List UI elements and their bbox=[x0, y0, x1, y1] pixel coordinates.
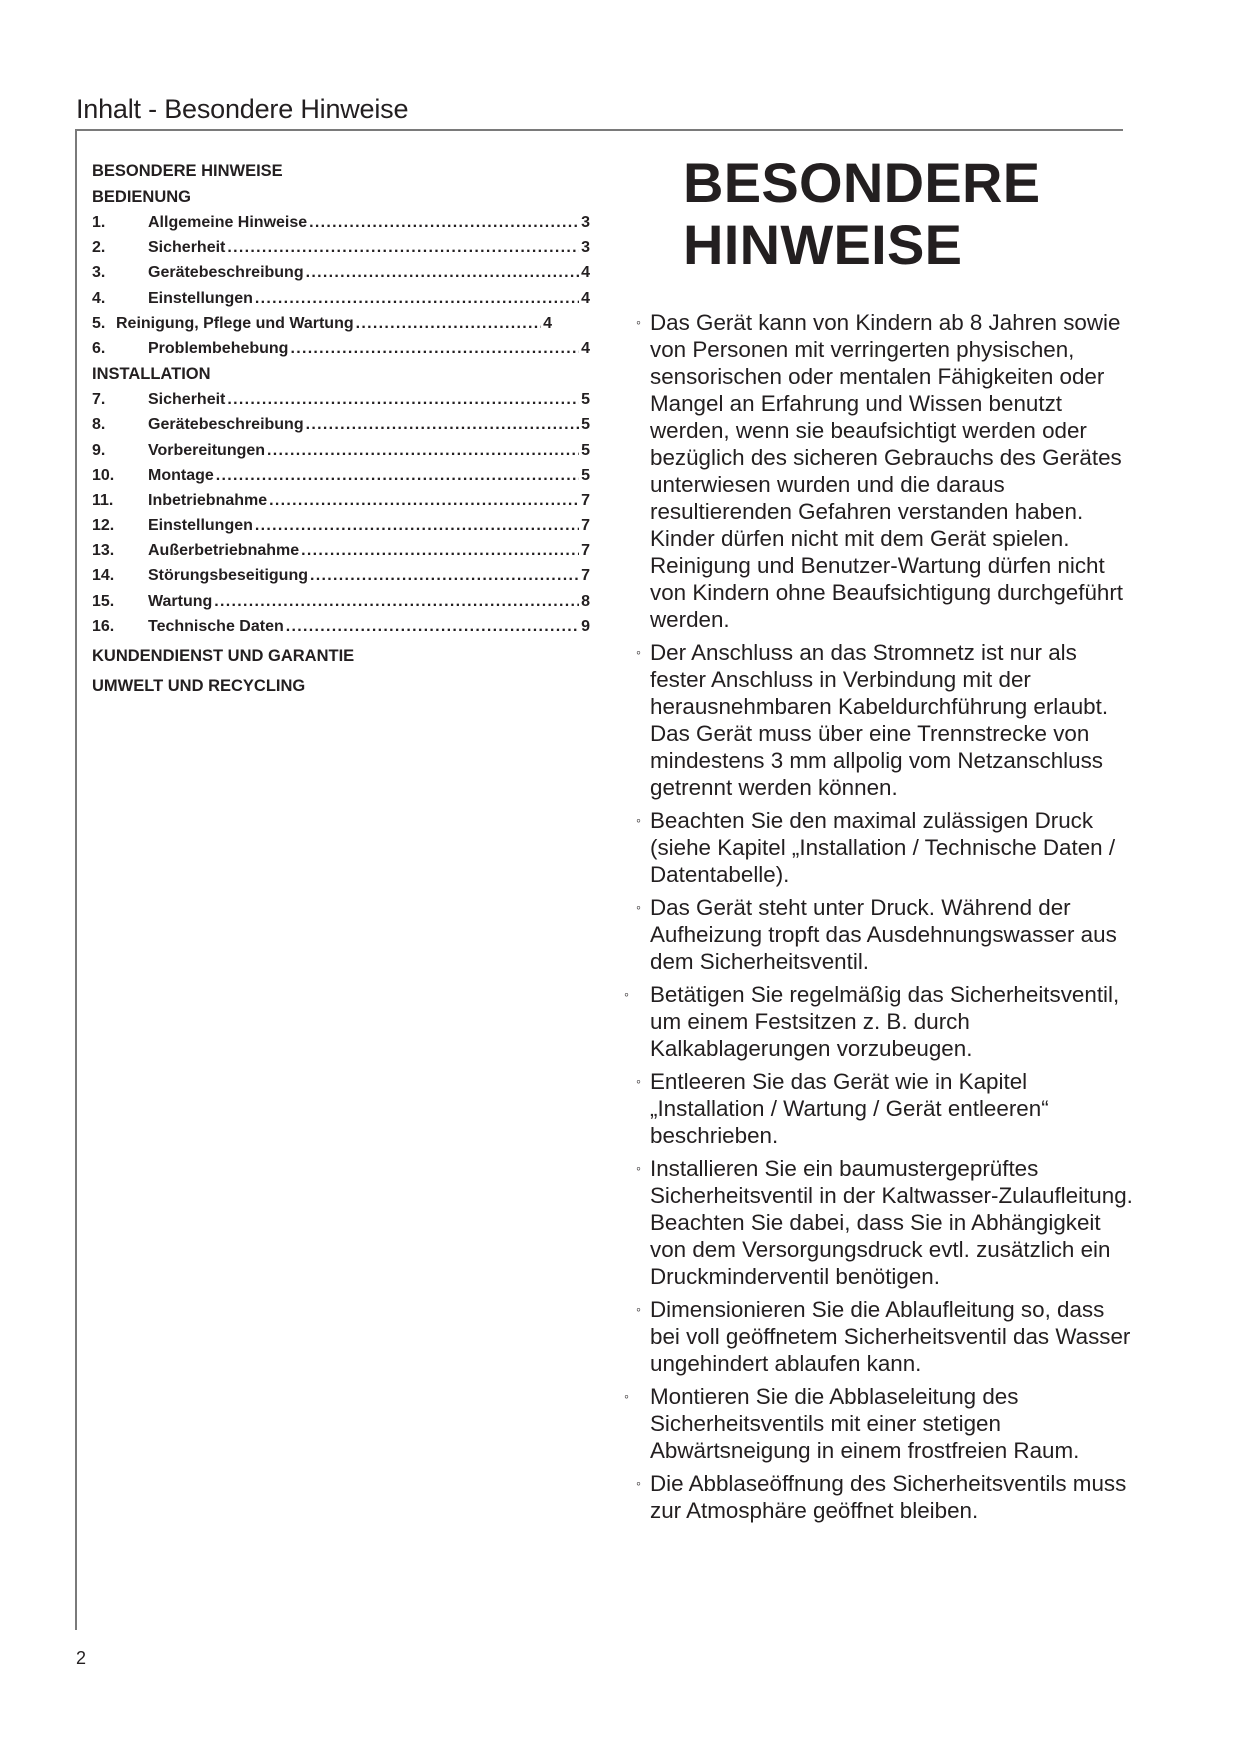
toc-section-kundendienst[interactable]: KUNDENDIENST UND GARANTIE bbox=[92, 647, 355, 665]
toc-section-umwelt[interactable]: UMWELT UND RECYCLING bbox=[92, 677, 306, 695]
toc-entry-page: 5 bbox=[581, 416, 590, 434]
toc-entry[interactable] bbox=[92, 488, 590, 513]
toc-entry[interactable] bbox=[92, 463, 590, 488]
hint-item bbox=[636, 1068, 1136, 1149]
bullet-circle-icon: ◦ bbox=[636, 1301, 641, 1317]
toc-entry[interactable] bbox=[92, 387, 590, 412]
toc-entry-number: 15. bbox=[92, 592, 115, 610]
bullet-circle-icon: ◦ bbox=[624, 1388, 629, 1404]
page-header-title: Inhalt - Besondere Hinweise bbox=[76, 94, 409, 124]
hint-text: Montieren Sie die Abblaseleitung des Sicherheitsventils mit einer stetigen Abwärtsneigung in einem frostfreien Raum. bbox=[650, 1384, 1080, 1463]
toc-entry-title: Sicherheit bbox=[148, 391, 226, 409]
toc-entry-page: 4 bbox=[581, 289, 590, 307]
toc-entry-page: 9 bbox=[581, 617, 590, 635]
hint-text: Das Gerät kann von Kindern ab 8 Jahren sowie von Personen mit verringerten physischen, sensorischen oder mentalen Fähigkeiten oder Mangel an Erfahrung und Wissen benutzt werden, wenn sie beaufsichtigt werden oder bezüglich des sicheren Gebrauchs des Gerätes unterwiesen wurden und die daraus resultierenden Gefahren verstanden haben. Kinder dürfen nicht mit dem Gerät spielen. Reinigung und Benutzer-Wartung dürfen nicht von Kindern ohne Beaufsichtigung durchgeführt werden. bbox=[650, 310, 1124, 632]
toc-entry-number: 12. bbox=[92, 517, 115, 535]
toc-entry-title: Einstellungen bbox=[148, 289, 253, 307]
toc-entry[interactable] bbox=[92, 412, 590, 437]
toc-entry-page: 7 bbox=[581, 542, 590, 560]
toc-leader-dots bbox=[227, 235, 579, 260]
hint-item bbox=[624, 1383, 1136, 1464]
toc-entry-number: 11. bbox=[92, 491, 114, 509]
page-number: 2 bbox=[76, 1648, 87, 1668]
toc-entry-title: Allgemeine Hinweise bbox=[148, 214, 308, 231]
hint-text: Dimensionieren Sie die Ablaufleitung so, dass bei voll geöffnetem Sicherheitsventil das Wasser ungehindert ablaufen kann. bbox=[650, 1297, 1131, 1376]
toc-entry-title: Störungsbeseitigung bbox=[148, 567, 308, 585]
toc-section-bedienung[interactable]: BEDIENUNG bbox=[92, 188, 192, 206]
toc-section-installation[interactable]: INSTALLATION bbox=[92, 365, 211, 384]
hint-item bbox=[636, 807, 1136, 888]
toc-leader-dots bbox=[255, 286, 579, 311]
toc-leader-dots bbox=[309, 210, 579, 235]
toc-leader-dots bbox=[290, 336, 579, 361]
hint-item bbox=[636, 894, 1136, 975]
toc-entry-title: Außerbetriebnahme bbox=[148, 542, 300, 560]
toc-entry-number: 2. bbox=[92, 239, 106, 257]
toc-entry[interactable] bbox=[92, 260, 590, 285]
bullet-circle-icon: ◦ bbox=[636, 1160, 641, 1176]
toc-entry-title: Vorbereitungen bbox=[148, 441, 266, 459]
hints-list bbox=[624, 309, 1136, 1530]
toc-entry-title: Einstellungen bbox=[148, 517, 253, 535]
hint-item bbox=[636, 309, 1136, 633]
toc-leader-dots bbox=[227, 387, 579, 412]
toc-entry-page: 7 bbox=[581, 491, 590, 509]
hint-item bbox=[636, 1155, 1136, 1290]
bullet-circle-icon: ◦ bbox=[636, 899, 641, 915]
toc-entry-page: 4 bbox=[581, 339, 590, 357]
toc-entry-number: 5. bbox=[92, 314, 106, 332]
toc-entry-title: Montage bbox=[148, 466, 214, 484]
hint-text: Betätigen Sie regelmäßig das Sicherheitsventil, um einem Festsitzen z. B. durch Kalkablagerungen vorzubeugen. bbox=[650, 982, 1120, 1061]
toc-entry-page: 4 bbox=[581, 264, 590, 282]
table-of-contents bbox=[92, 158, 590, 699]
toc-entry-page: 7 bbox=[581, 567, 590, 585]
bullet-circle-icon: ◦ bbox=[636, 1475, 641, 1491]
toc-leader-dots bbox=[310, 563, 579, 588]
toc-entry-title: Problembehebung bbox=[148, 339, 289, 357]
toc-entry[interactable] bbox=[92, 589, 590, 614]
toc-entry-number: 14. bbox=[92, 567, 115, 585]
toc-entry[interactable] bbox=[92, 538, 590, 563]
toc-entry-page: 3 bbox=[581, 239, 590, 257]
toc-leader-dots bbox=[356, 311, 541, 336]
main-title-line-1: BESONDERE bbox=[683, 151, 1041, 214]
toc-entry-page: 3 bbox=[581, 214, 590, 231]
toc-entry[interactable] bbox=[92, 210, 590, 235]
hint-text: Installieren Sie ein baumustergeprüftes Sicherheitsventil in der Kaltwasser-Zulaufleitung. Beachten Sie dabei, dass Sie in Abhängigkeit von dem Versorgungsdruck evtl. zusätzlich ein Druckminderventil benötigen. bbox=[650, 1156, 1133, 1289]
toc-leader-dots bbox=[306, 412, 579, 437]
toc-entry-title: Technische Daten bbox=[148, 617, 284, 635]
main-title bbox=[683, 152, 1040, 276]
bullet-circle-icon: ◦ bbox=[636, 1073, 641, 1089]
toc-entry[interactable] bbox=[92, 235, 590, 260]
toc-section-besondere-hinweise[interactable]: BESONDERE HINWEISE bbox=[92, 162, 283, 180]
toc-entry[interactable] bbox=[92, 286, 590, 311]
hint-text: Der Anschluss an das Stromnetz ist nur als fester Anschluss in Verbindung mit der herausnehmbaren Kabeldurchführung erlaubt. Das Gerät muss über eine Trennstrecke von mindestens 3 mm allpolig vom Netzanschluss getrennt werden können. bbox=[650, 640, 1109, 800]
toc-entry-title: Gerätebeschreibung bbox=[148, 416, 304, 434]
toc-entry-page: 4 bbox=[543, 314, 552, 332]
toc-entry[interactable] bbox=[92, 513, 590, 538]
toc-entry[interactable] bbox=[92, 336, 590, 361]
toc-entry-number: 10. bbox=[92, 466, 115, 484]
toc-entry-page: 5 bbox=[581, 466, 590, 484]
toc-entry-number: 1. bbox=[92, 214, 106, 231]
toc-entry-page: 5 bbox=[581, 441, 590, 459]
hint-text: Beachten Sie den maximal zulässigen Druck (siehe Kapitel „Installation / Technische Daten / Datentabelle). bbox=[650, 808, 1116, 887]
hint-item bbox=[636, 1470, 1136, 1524]
toc-leader-dots bbox=[306, 260, 579, 285]
hint-text: Das Gerät steht unter Druck. Während der Aufheizung tropft das Ausdehnungswasser aus dem Sicherheitsventil. bbox=[650, 895, 1117, 974]
toc-entry-number: 9. bbox=[92, 441, 106, 459]
bullet-circle-icon: ◦ bbox=[636, 644, 641, 660]
toc-entry-number: 4. bbox=[92, 289, 106, 307]
header-rule bbox=[75, 129, 1123, 131]
toc-leader-dots bbox=[301, 538, 579, 563]
toc-entry-number: 8. bbox=[92, 416, 106, 434]
margin-rule bbox=[75, 129, 77, 1630]
toc-entry[interactable] bbox=[92, 438, 590, 463]
toc-leader-dots bbox=[269, 488, 579, 513]
toc-entry-title: Inbetriebnahme bbox=[148, 491, 268, 509]
bullet-circle-icon: ◦ bbox=[636, 812, 641, 828]
toc-entry-page: 7 bbox=[581, 517, 590, 535]
toc-leader-dots bbox=[267, 438, 579, 463]
toc-entry-number: 13. bbox=[92, 542, 115, 560]
toc-entry[interactable] bbox=[92, 311, 552, 336]
hint-item bbox=[636, 1296, 1136, 1377]
hint-text: Die Abblaseöffnung des Sicherheitsventils muss zur Atmosphäre geöffnet bleiben. bbox=[650, 1471, 1127, 1523]
toc-leader-dots bbox=[216, 463, 579, 488]
bullet-circle-icon: ◦ bbox=[624, 986, 629, 1002]
toc-entry-page: 5 bbox=[581, 391, 590, 409]
hint-item bbox=[636, 639, 1136, 801]
toc-entry-number: 6. bbox=[92, 339, 106, 357]
toc-entry-page: 8 bbox=[581, 592, 590, 610]
bullet-circle-icon: ◦ bbox=[636, 314, 641, 330]
main-title-line-2: HINWEISE bbox=[683, 213, 963, 276]
toc-entry-title: Gerätebeschreibung bbox=[148, 264, 304, 282]
hint-text: Entleeren Sie das Gerät wie in Kapitel „Installation / Wartung / Gerät entleeren“ beschrieben. bbox=[650, 1069, 1049, 1148]
toc-entry[interactable] bbox=[92, 614, 590, 639]
toc-leader-dots bbox=[214, 589, 579, 614]
toc-entry-title: Sicherheit bbox=[148, 239, 226, 257]
toc-entry-number: 7. bbox=[92, 391, 106, 409]
toc-entry-title: Reinigung, Pflege und Wartung bbox=[116, 314, 354, 332]
toc-entry[interactable] bbox=[92, 563, 590, 588]
toc-entry-number: 16. bbox=[92, 617, 115, 635]
toc-leader-dots bbox=[286, 614, 579, 639]
toc-entry-title: Wartung bbox=[148, 592, 213, 610]
toc-leader-dots bbox=[255, 513, 579, 538]
toc-entry-number: 3. bbox=[92, 264, 106, 282]
hint-item bbox=[624, 981, 1136, 1062]
